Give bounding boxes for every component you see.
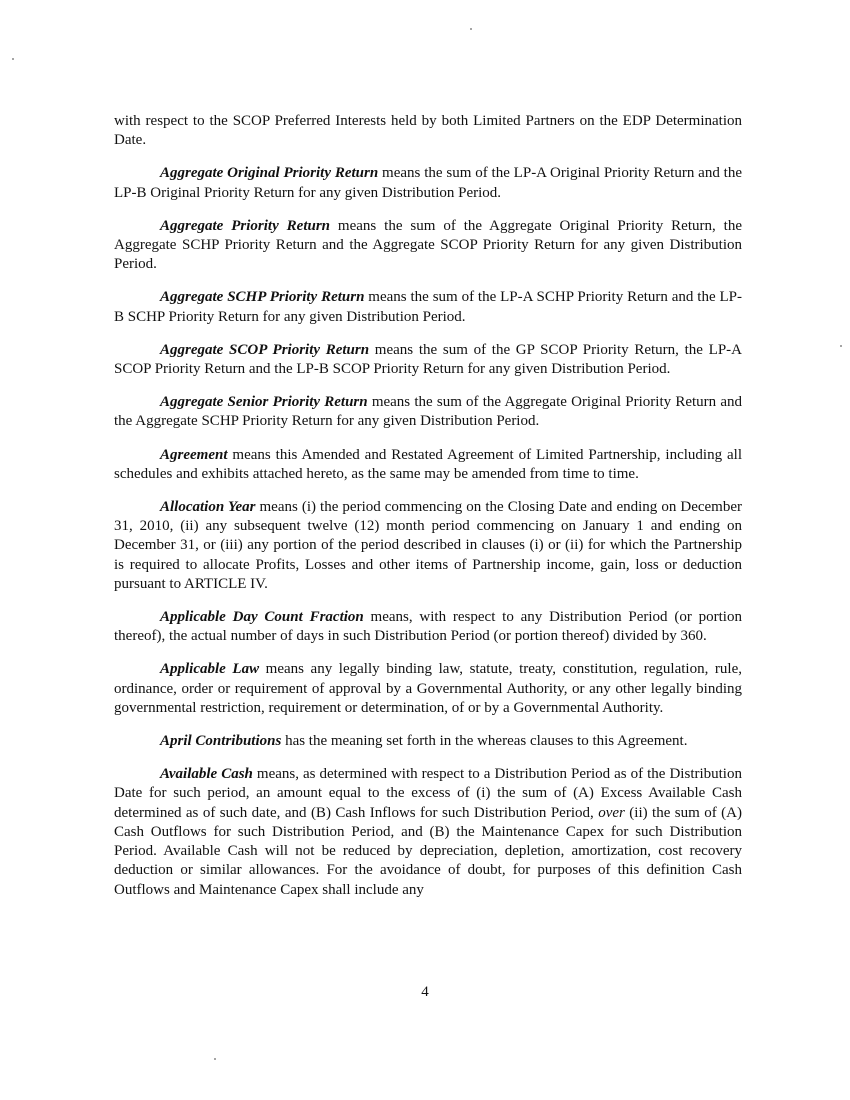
document-body: [114, 112, 742, 914]
paragraph-text: means this Amended and Restated Agreement of Limited Partnership, including all schedules and exhibits attached hereto, as the same may be amended from time to time.: [114, 446, 742, 482]
definition-paragraph: [114, 164, 742, 202]
defined-term: Applicable Law: [160, 661, 260, 678]
paragraph-text: means any legally binding law, statute, treaty, constitution, regulation, rule, ordinance, order or requirement of approval by a Governmental Authority, or any other legally binding governmental restriction, requirement or determination, of or by a Governmental Authority.: [114, 661, 742, 716]
definition-paragraph: [114, 341, 742, 379]
defined-term: April Contributions: [160, 733, 282, 750]
scan-speck: [12, 58, 14, 60]
defined-term: Aggregate SCHP Priority Return: [160, 289, 365, 306]
defined-term: Agreement: [160, 446, 228, 463]
emphasis-text: over: [598, 804, 625, 821]
definition-paragraph: [114, 608, 742, 646]
defined-term: Available Cash: [160, 766, 253, 783]
paragraph-text: means the sum of the LP-A SCHP Priority Return and the LP-B SCHP Priority Return for any given Distribution Period.: [114, 289, 742, 325]
paragraph-text: means, with respect to any Distribution Period (or portion thereof), the actual number of days in such Distribution Period (or portion thereof) divided by 360.: [114, 609, 742, 645]
scan-speck: [214, 1058, 216, 1060]
definition-paragraph: [114, 446, 742, 484]
defined-term: Aggregate Senior Priority Return: [160, 394, 368, 411]
paragraph-text: means the sum of the Aggregate Original Priority Return and the Aggregate SCHP Priority Return for any given Distribution Period.: [114, 394, 743, 430]
definition-paragraph: [114, 765, 742, 899]
page-number: 4: [421, 984, 429, 1000]
paragraph-text: means, as determined with respect to a Distribution Period as of the Distribution Date for such period, an amount equal to the excess of (i) the sum of (A) Excess Available Cash determined as of such date, and (B) Cash Inflows for such Distribution Period,: [114, 766, 742, 821]
defined-term: Aggregate Priority Return: [160, 217, 331, 234]
definition-paragraph: [114, 660, 742, 718]
defined-term: Aggregate SCOP Priority Return: [160, 341, 370, 358]
scan-speck: [840, 345, 842, 347]
defined-term: Applicable Day Count Fraction: [160, 609, 364, 626]
paragraph-text: means (i) the period commencing on the Closing Date and ending on December 31, 2010, (ii) any subsequent twelve (12) month period commencing on January 1 and ending on December 31, or (iii) any portion of the period described in clauses (i) or (ii) for which the Partnership is required to allocate Profits, Losses and other items of Partnership income, gain, loss or deduction pursuant to ARTICLE IV.: [114, 499, 743, 592]
definition-paragraph: [114, 498, 742, 594]
paragraph-text: means the sum of the LP-A Original Priority Return and the LP-B Original Priority Return for any given Distribution Period.: [114, 165, 742, 201]
paragraph-text: has the meaning set forth in the whereas clauses to this Agreement.: [281, 733, 688, 750]
defined-term: Aggregate Original Priority Return: [160, 165, 379, 182]
paragraph-text: (ii) the sum of (A) Cash Outflows for such Distribution Period, and (B) the Maintenance Capex for such Distribution Period. Available Cash will not be reduced by depreciation, depletion, amortization, cost recovery deduction or similar allowances. For the avoidance of doubt, for purposes of this definition Cash Outflows and Maintenance Capex shall include any: [114, 804, 742, 898]
paragraph-text: means the sum of the Aggregate Original Priority Return, the Aggregate SCHP Priority Return and the Aggregate SCOP Priority Return for any given Distribution Period.: [114, 217, 742, 273]
paragraph-text: with respect to the SCOP Preferred Interests held by both Limited Partners on the EDP Determination Date.: [114, 113, 742, 149]
defined-term: Allocation Year: [160, 499, 256, 516]
definition-paragraph: [114, 217, 742, 275]
definition-paragraph: [114, 288, 742, 326]
scan-speck: [470, 28, 472, 30]
definition-paragraph: [114, 112, 742, 150]
definition-paragraph: [114, 393, 742, 431]
definition-paragraph: [114, 732, 742, 751]
paragraph-text: means the sum of the GP SCOP Priority Return, the LP-A SCOP Priority Return and the LP-B SCOP Priority Return for any given Distribution Period.: [114, 341, 742, 378]
